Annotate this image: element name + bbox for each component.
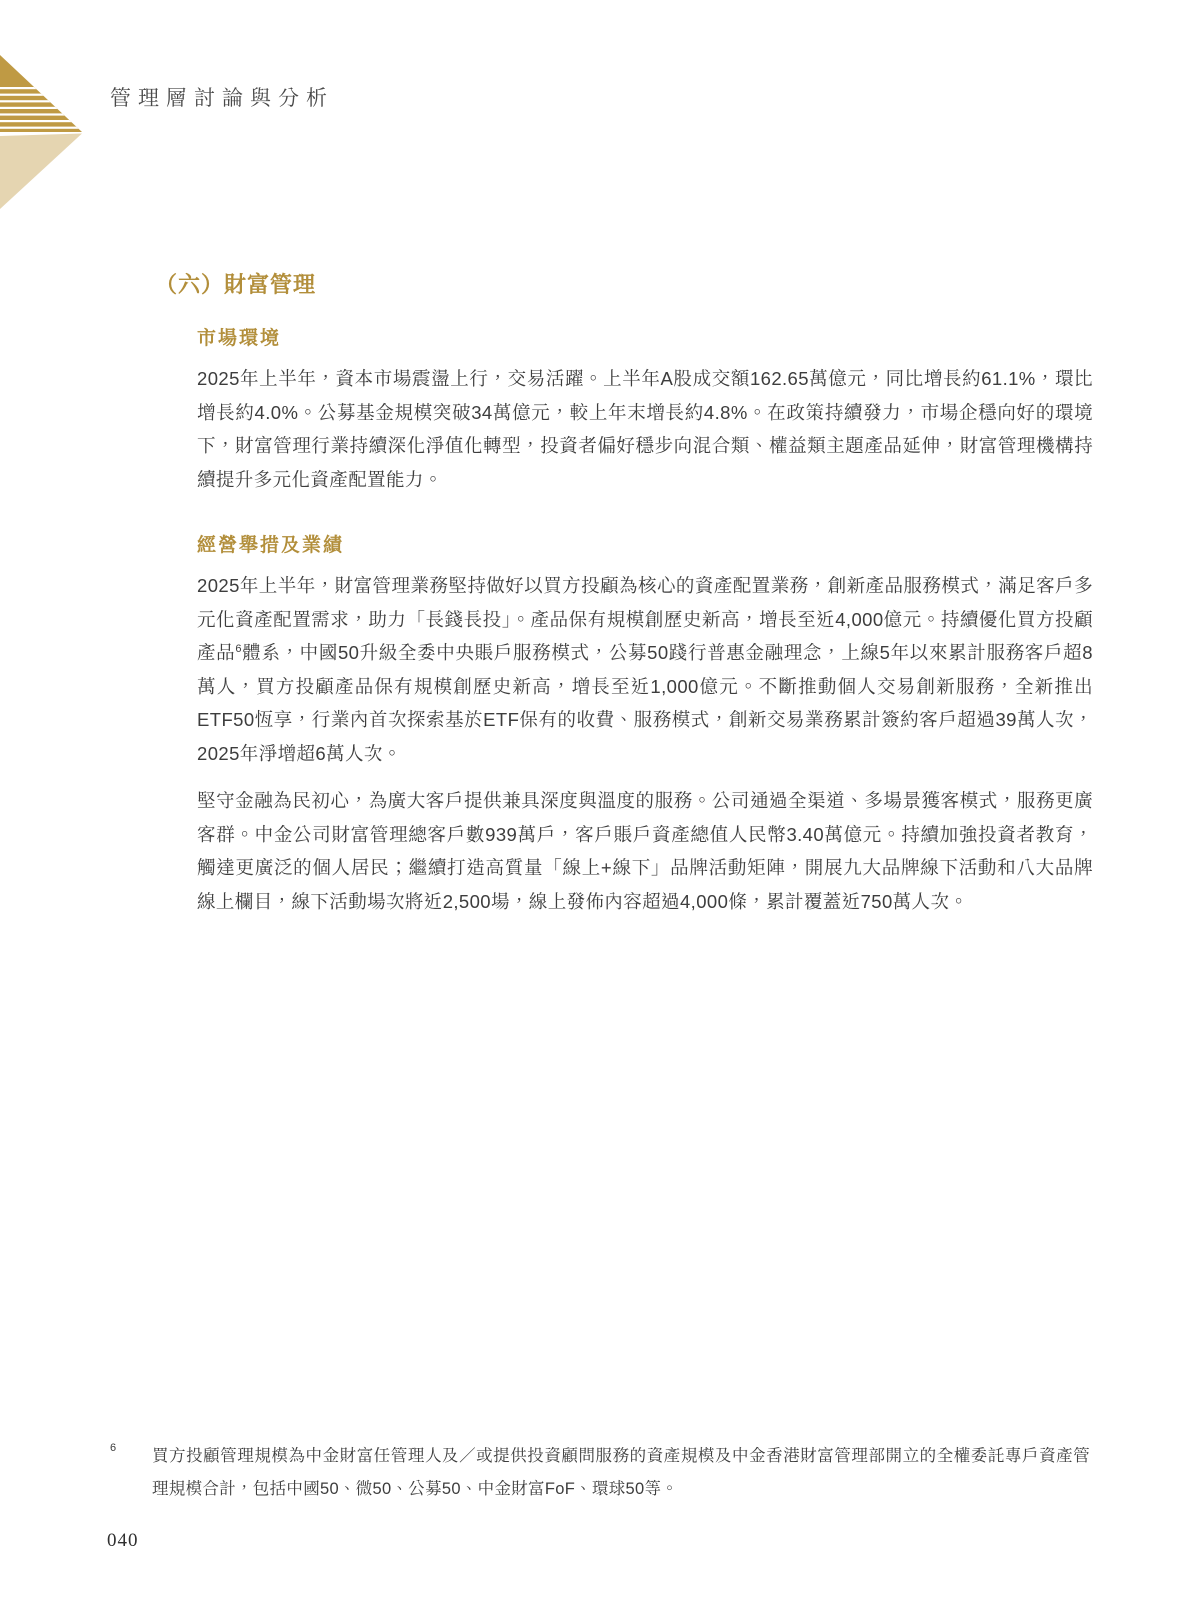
footnote-marker: 6 [110,1442,117,1454]
page-number: 040 [107,1530,139,1551]
section-body [197,323,1093,918]
paragraph-text-before-footnote-ref: 2025年上半年，財富管理業務堅持做好以買方投顧為核心的資產配置業務，創新產品服務模式，滿足客戶多元化資產配置需求，助力「長錢長投」。產品保有規模創歷史新高，增長至近4,000億元。持續優化買方投顧產品 [197,575,1093,663]
subheading-business-measures: 經營舉措及業績 [197,535,345,556]
paragraph-business-measures-1 [197,569,1093,770]
paragraph-market-environment: 2025年上半年，資本市場震盪上行，交易活躍。上半年A股成交額162.65萬億元，同比增長約61.1%，環比增長約4.0%。公募基金規模突破34萬億元，較上年末增長約4.8%。在政策持續發力，市場企穩向好的環境下，財富管理行業持續深化淨值化轉型，投資者偏好穩步向混合類、權益類主題產品延伸，財富管理機構持續提升多元化資產配置能力。 [197,368,1093,490]
paragraph-text-after-footnote-ref: 體系，中國50升級全委中央賬戶服務模式，公募50踐行普惠金融理念，上線5年以來累計服務客戶超8萬人，買方投顧產品保有規模創歷史新高，增長至近1,000億元。不斷推動個人交易創新服務，全新推出ETF50恆享，行業內首次探索基於ETF保有的收費、服務模式，創新交易業務累計簽約客戶超過39萬人次，2025年淨增超6萬人次。 [197,642,1093,764]
subheading-market-environment: 市場環境 [197,328,282,349]
page-header-title: 管理層討論與分析 [110,86,334,110]
main-content [155,268,1093,918]
corner-triangle-decoration-icon [0,55,84,211]
section-title: （六）財富管理 [155,272,317,297]
footnote [110,1440,1090,1505]
footnote-reference-6: 6 [235,642,242,655]
paragraph-business-measures-2: 堅守金融為民初心，為廣大客戶提供兼具深度與溫度的服務。公司通過全渠道、多場景獲客模式，服務更廣客群。中金公司財富管理總客戶數939萬戶，客戶賬戶資產總值人民幣3.40萬億元。持續加強投資者教育，觸達更廣泛的個人居民；繼續打造高質量「線上+線下」品牌活動矩陣，開展九大品牌線下活動和八大品牌線上欄目，線下活動場次將近2,500場，線上發佈內容超過4,000條，累計覆蓋近750萬人次。 [197,790,1093,912]
footnote-text: 買方投顧管理規模為中金財富任管理人及／或提供投資顧問服務的資產規模及中金香港財富管理部開立的全權委託專戶資產管理規模合計，包括中國50、微50、公募50、中金財富FoF、環球50等。 [152,1447,1090,1498]
